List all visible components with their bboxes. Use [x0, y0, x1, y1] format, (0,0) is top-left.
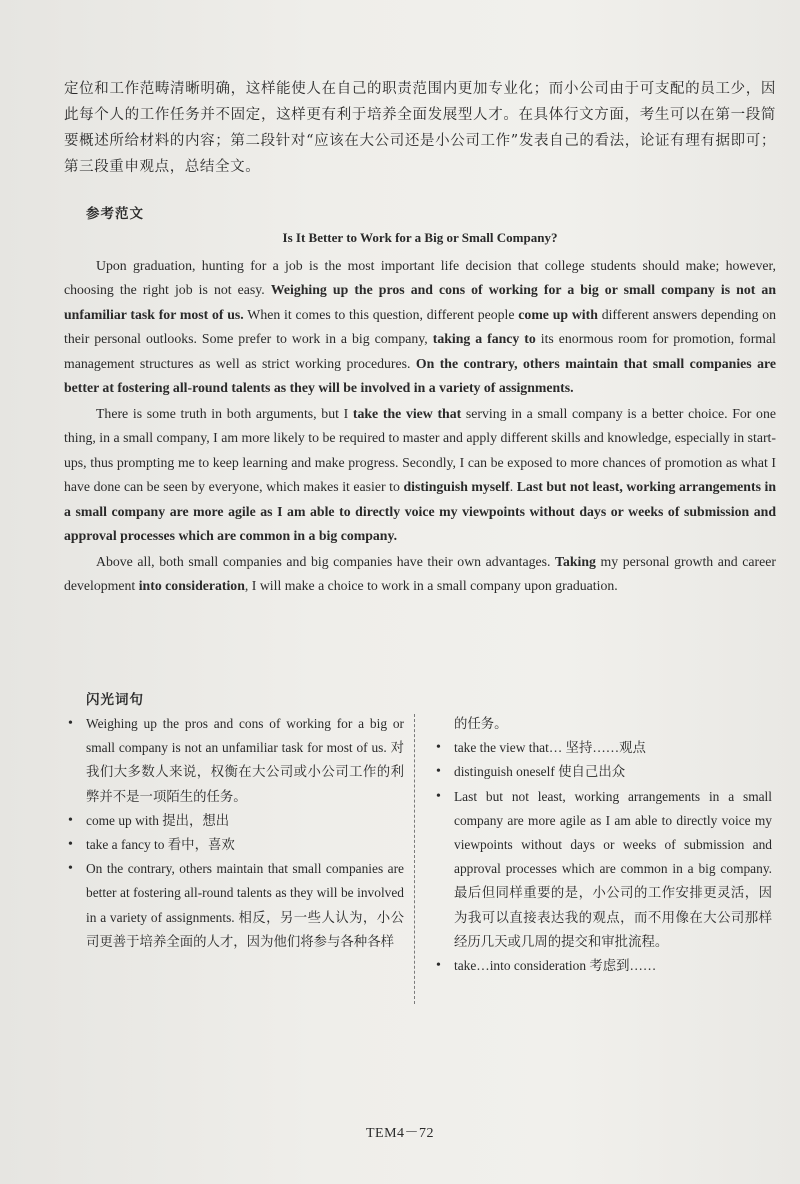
text-run: serving in a small company is a better choice. For one thing, in a small company, I am more likely to be required to master and apply different skills and knowledge, especially in start-ups, thus prompting me to keep learning and make progress. Secondly, I can be exposed to more chances of promotion as what I have done can be seen by everyone, which makes it easier to	[64, 406, 776, 495]
page-number: TEM4－72	[365, 1126, 435, 1141]
text-run: Above all, both small companies and big companies have their own advantages.	[96, 554, 556, 570]
column-divider	[414, 714, 415, 1004]
phrases-left-list	[64, 712, 404, 954]
intro-paragraph: 定位和工作范畴清晰明确，这样能使人在自己的职责范围内更加专业化；而小公司由于可支配的员工少，因此每个人的工作任务并不固定，这样更有利于培养全面发展型人才。在具体行文方面，考生可以在第一段简要概述所给材料的内容；第二段针对“应该在大公司还是小公司工作”发表自己的看法，论证有理有据即可；第三段重申观点，总结全文。	[64, 81, 776, 175]
phrase-item	[432, 760, 772, 784]
bullet-icon: •	[68, 861, 73, 877]
bold-phrase: Last but not least, working arrangements in a small company are more agile as I am able to directly voice my viewpoints without days or weeks of submission and approval processes which are common in a big company.	[64, 479, 776, 544]
phrase-text: Weighing up the pros and cons of working for a big or small company is not an unfamiliar task for most of us. 对我们大多数人来说，权衡在大公司或小公司工作的利弊并不是一项陌生的任务。	[86, 716, 404, 804]
phrase-item	[64, 833, 404, 857]
bullet-icon: •	[436, 788, 441, 804]
essay-body	[64, 254, 776, 600]
bold-phrase: taking a fancy to	[432, 331, 536, 347]
phrase-item	[432, 736, 772, 760]
essay-paragraph-1	[64, 254, 776, 400]
essay-paragraph-2	[64, 402, 776, 548]
bullet-icon: •	[436, 764, 441, 780]
phrase-text: take…into consideration 考虑到……	[454, 958, 657, 974]
phrase-text: take a fancy to 看中，喜欢	[86, 837, 235, 853]
phrase-item	[64, 809, 404, 833]
text-run: my personal growth and career development	[64, 554, 776, 594]
phrase-text: take the view that… 坚持……观点	[454, 740, 646, 756]
bullet-icon: •	[436, 958, 441, 974]
text-run: , I will make a choice to work in a small company upon graduation.	[244, 578, 618, 594]
bullet-icon: •	[68, 812, 73, 828]
phrases-right-column	[432, 712, 772, 978]
highlight-phrases-heading: 闪光词句	[86, 692, 144, 708]
phrases-right-list	[432, 736, 772, 978]
text-run: its enormous room for promotion, formal management structures as well as strict working procedures.	[64, 331, 776, 371]
phrase-text: Last but not least, working arrangements in a small company are more agile as I am able to directly voice my viewpoints without days or weeks of submission and approval processes which are common in a big company. 最后但同样重要的是，小公司的工作安排更灵活，因为我可以直接表达我的观点，而不用像在大公司那样经历几天或几周的提交和审批流程。	[454, 788, 772, 949]
bullet-icon: •	[436, 740, 441, 756]
continued-text: 的任务。	[454, 716, 508, 731]
bold-phrase: take the view that	[352, 406, 462, 422]
text-run: When it comes to this question, different people	[243, 306, 519, 322]
essay-paragraph-3	[64, 550, 776, 599]
essay-title: Is It Better to Work for a Big or Small Company?	[282, 230, 558, 245]
phrase-item	[64, 712, 404, 809]
bold-phrase: Weighing up the pros and cons of working for a big or small company is not an unfamiliar task for most of us.	[64, 282, 776, 322]
phrase-text: On the contrary, others maintain that small companies are better at fostering all-round talents as they will be involved in a variety of assignments. 相反，另一些人认为，小公司更善于培养全面的人才，因为他们将参与各种各样	[86, 861, 404, 949]
phrases-left-column	[64, 712, 404, 954]
text-run: There is some truth in both arguments, but I	[96, 406, 353, 422]
bold-phrase: come up with	[518, 306, 598, 322]
bold-phrase: distinguish myself	[403, 479, 510, 495]
text-run: .	[509, 479, 517, 495]
phrase-item	[432, 954, 772, 978]
text-run: Upon graduation, hunting for a job is the most important life decision that college students should make; however, choosing the right job is not easy.	[64, 258, 776, 298]
bullet-icon: •	[68, 716, 73, 731]
bold-phrase: into consideration	[138, 578, 245, 594]
sample-essay-heading: 参考范文	[86, 206, 144, 222]
bold-phrase: On the contrary, others maintain that small companies are better at fostering all-round talents as they will be involved in a variety of assignments.	[64, 355, 776, 396]
phrase-text: distinguish oneself 使自己出众	[454, 764, 626, 780]
bold-phrase: Taking	[555, 554, 596, 570]
bullet-icon: •	[68, 837, 73, 853]
text-run: different answers depending on their personal outlooks. Some prefer to work in a big company,	[64, 306, 777, 347]
phrase-item	[64, 857, 404, 954]
phrase-text: come up with 提出，想出	[86, 812, 230, 828]
phrase-item	[432, 785, 772, 954]
